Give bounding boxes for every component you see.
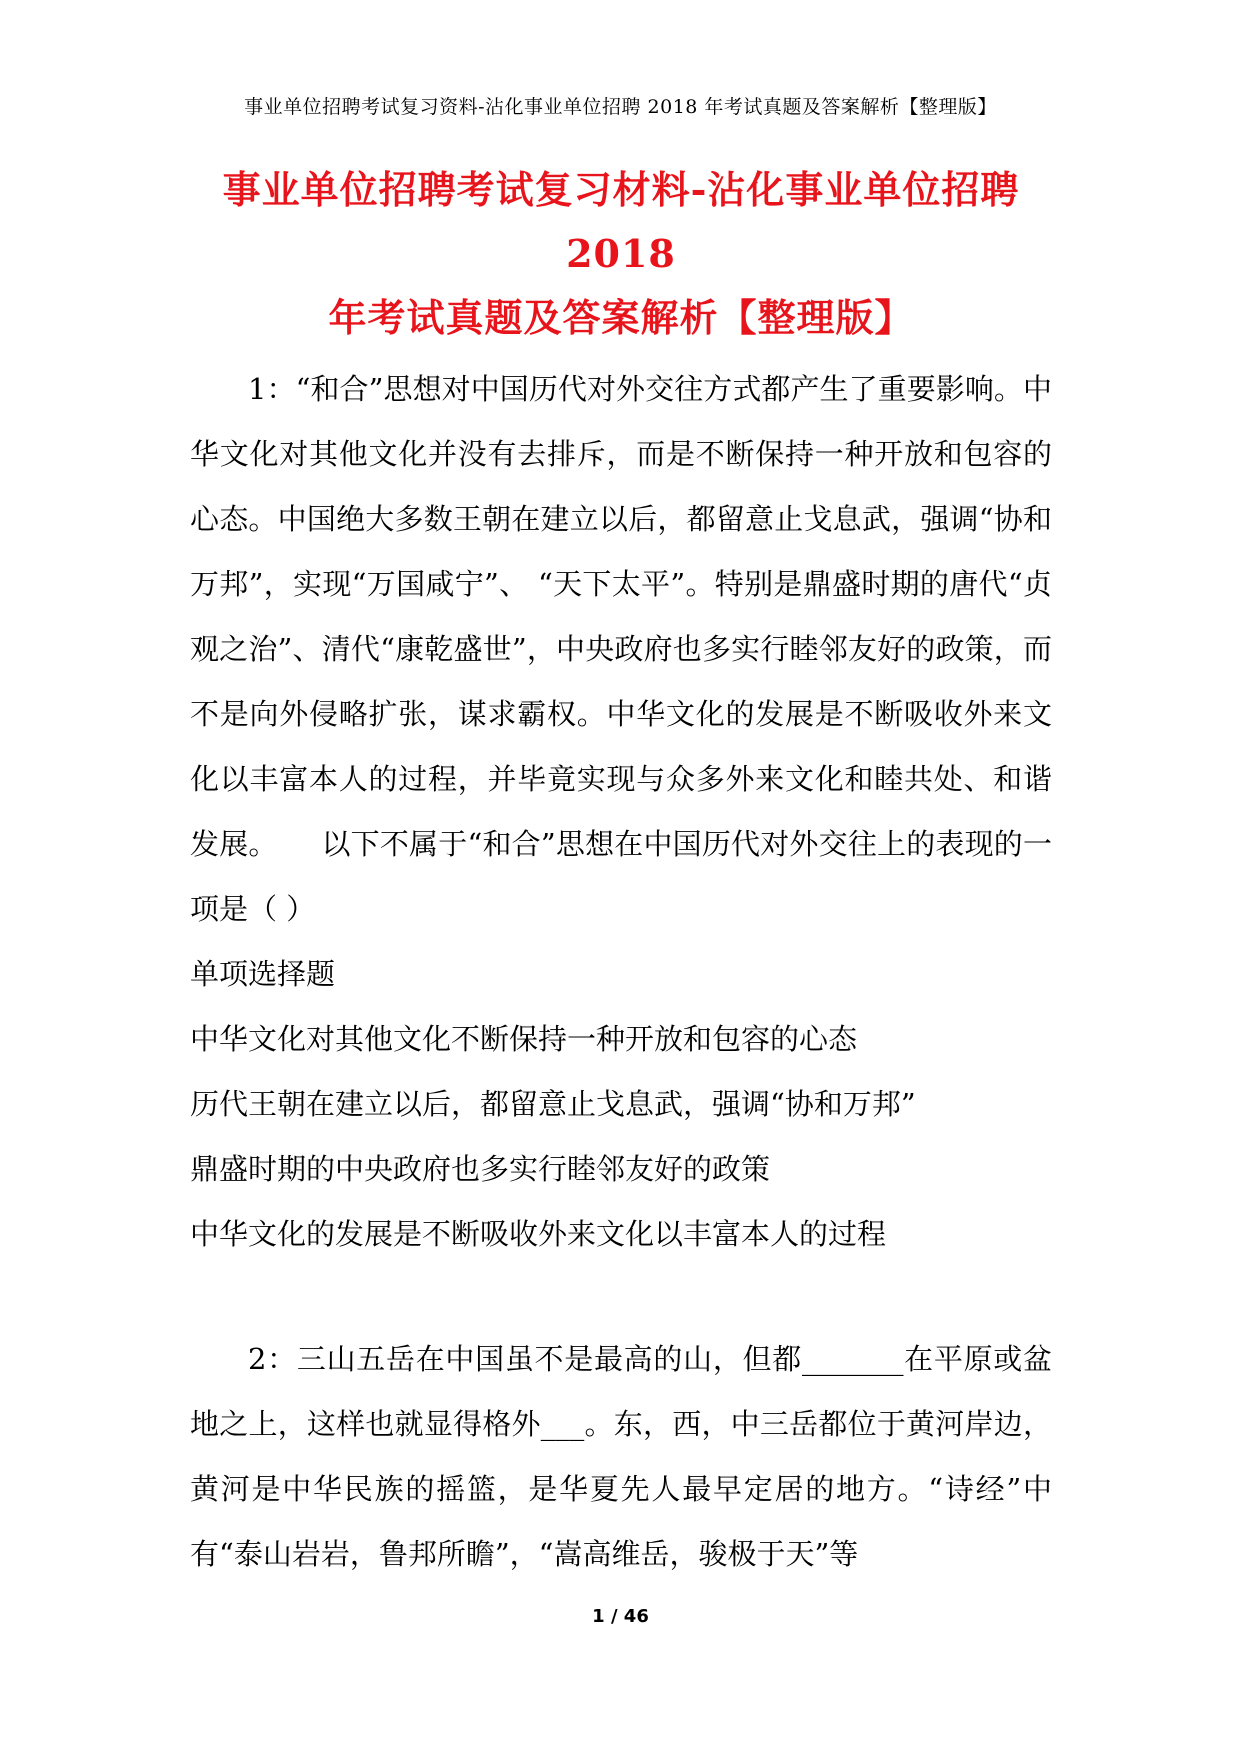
question-1-option-a: 中华文化对其他文化不断保持一种开放和包容的心态	[190, 1022, 858, 1056]
document-title-line-1: 事业单位招聘考试复习材料-沾化事业单位招聘 2018	[222, 167, 1020, 276]
question-2	[190, 1327, 1052, 1587]
question-1-option-d: 中华文化的发展是不断吸收外来文化以丰富本人的过程	[190, 1217, 887, 1251]
document-title	[186, 158, 1056, 350]
question-1	[190, 357, 1052, 1267]
page-number: 1 / 46	[592, 1606, 649, 1627]
question-1-type: 单项选择题	[190, 957, 336, 991]
question-1-option-c: 鼎盛时期的中央政府也多实行睦邻友好的政策	[190, 1152, 771, 1186]
question-1-stem: 1：“和合”思想对中国历代对外交往方式都产生了重要影响。中华文化对其他文化并没有去排斥，而是不断保持一种开放和包容的心态。中国绝大多数王朝在建立以后，都留意止戈息武，强调“协和万邦”，实现“万国咸宁”、 “天下太平”。特别是鼎盛时期的唐代“贞观之治”、清代“康乾盛世”，中央政府也多实行睦邻友好的政策，而不是向外侵略扩张，谋求霸权。中华文化的发展是不断吸收外来文化以丰富本人的过程，并毕竟实现与众多外来文化和睦共处、和谐发展。 以下不属于“和合”思想在中国历代对外交往上的表现的一项是（ ）	[190, 372, 1052, 926]
document-title-line-2: 年考试真题及答案解析【整理版】	[328, 295, 914, 340]
running-header: 事业单位招聘考试复习资料-沾化事业单位招聘 2018 年考试真题及答案解析【整理版】	[244, 96, 997, 118]
question-1-option-b: 历代王朝在建立以后，都留意止戈息武，强调“协和万邦”	[190, 1087, 916, 1121]
question-2-stem: 2：三山五岳在中国虽不是最高的山，但都_______在平原或盆地之上，这样也就显得格外___。东，西，中三岳都位于黄河岸边，黄河是中华民族的摇篮，是华夏先人最早定居的地方。“诗经”中有“泰山岩岩，鲁邦所瞻”，“嵩高维岳，骏极于天”等	[190, 1342, 1052, 1571]
